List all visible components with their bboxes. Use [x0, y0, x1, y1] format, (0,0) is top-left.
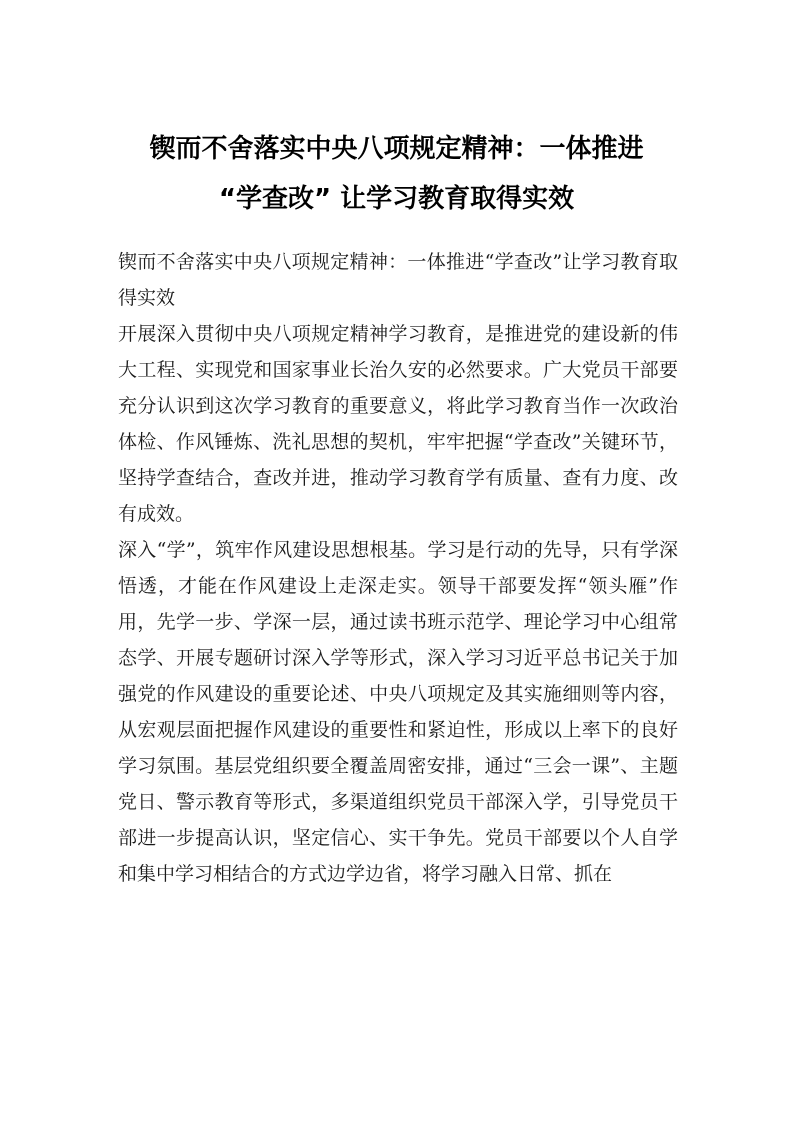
document-title-line-2: “学查改” 让学习教育取得实效	[218, 184, 575, 214]
document-title-line-1: 锲而不舍落实中央八项规定精神：一体推进	[149, 134, 644, 164]
body-paragraph: 深入“学”，筑牢作风建设思想根基。学习是行动的先导，只有学深悟透，才能在作风建设上走深走实。领导干部要发挥“领头雁”作用，先学一步、学深一层，通过读书班示范学、理论学习中心组常态学、开展专题研讨深入学等形式，深入学习习近平总书记关于加强党的作风建设的重要论述、中央八项规定及其实施细则等内容，从宏观层面把握作风建设的重要性和紧迫性，形成以上率下的良好学习氛围。基层党组织要全覆盖周密安排，通过“三会一课”、主题党日、警示教育等形式，多渠道组织党员干部深入学，引导党员干部进一步提高认识，坚定信心、实干争先。党员干部要以个人自学和集中学习相结合的方式边学边省，将学习融入日常、抓在	[118, 539, 678, 885]
document-title	[100, 124, 693, 224]
body-paragraph: 开展深入贯彻中央八项规定精神学习教育，是推进党的建设新的伟大工程、实现党和国家事业长治久安的必然要求。广大党员干部要充分认识到这次学习教育的重要意义，将此学习教育当作一次政治体检、作风锤炼、洗礼思想的契机，牢牢把握“学查改”关键环节，坚持学查结合，查改并进，推动学习教育学有质量、查有力度、改有成效。	[118, 323, 678, 525]
document-body	[118, 244, 678, 892]
body-paragraph-subtitle: 锲而不舍落实中央八项规定精神：一体推进“学查改”让学习教育取得实效	[118, 251, 678, 309]
